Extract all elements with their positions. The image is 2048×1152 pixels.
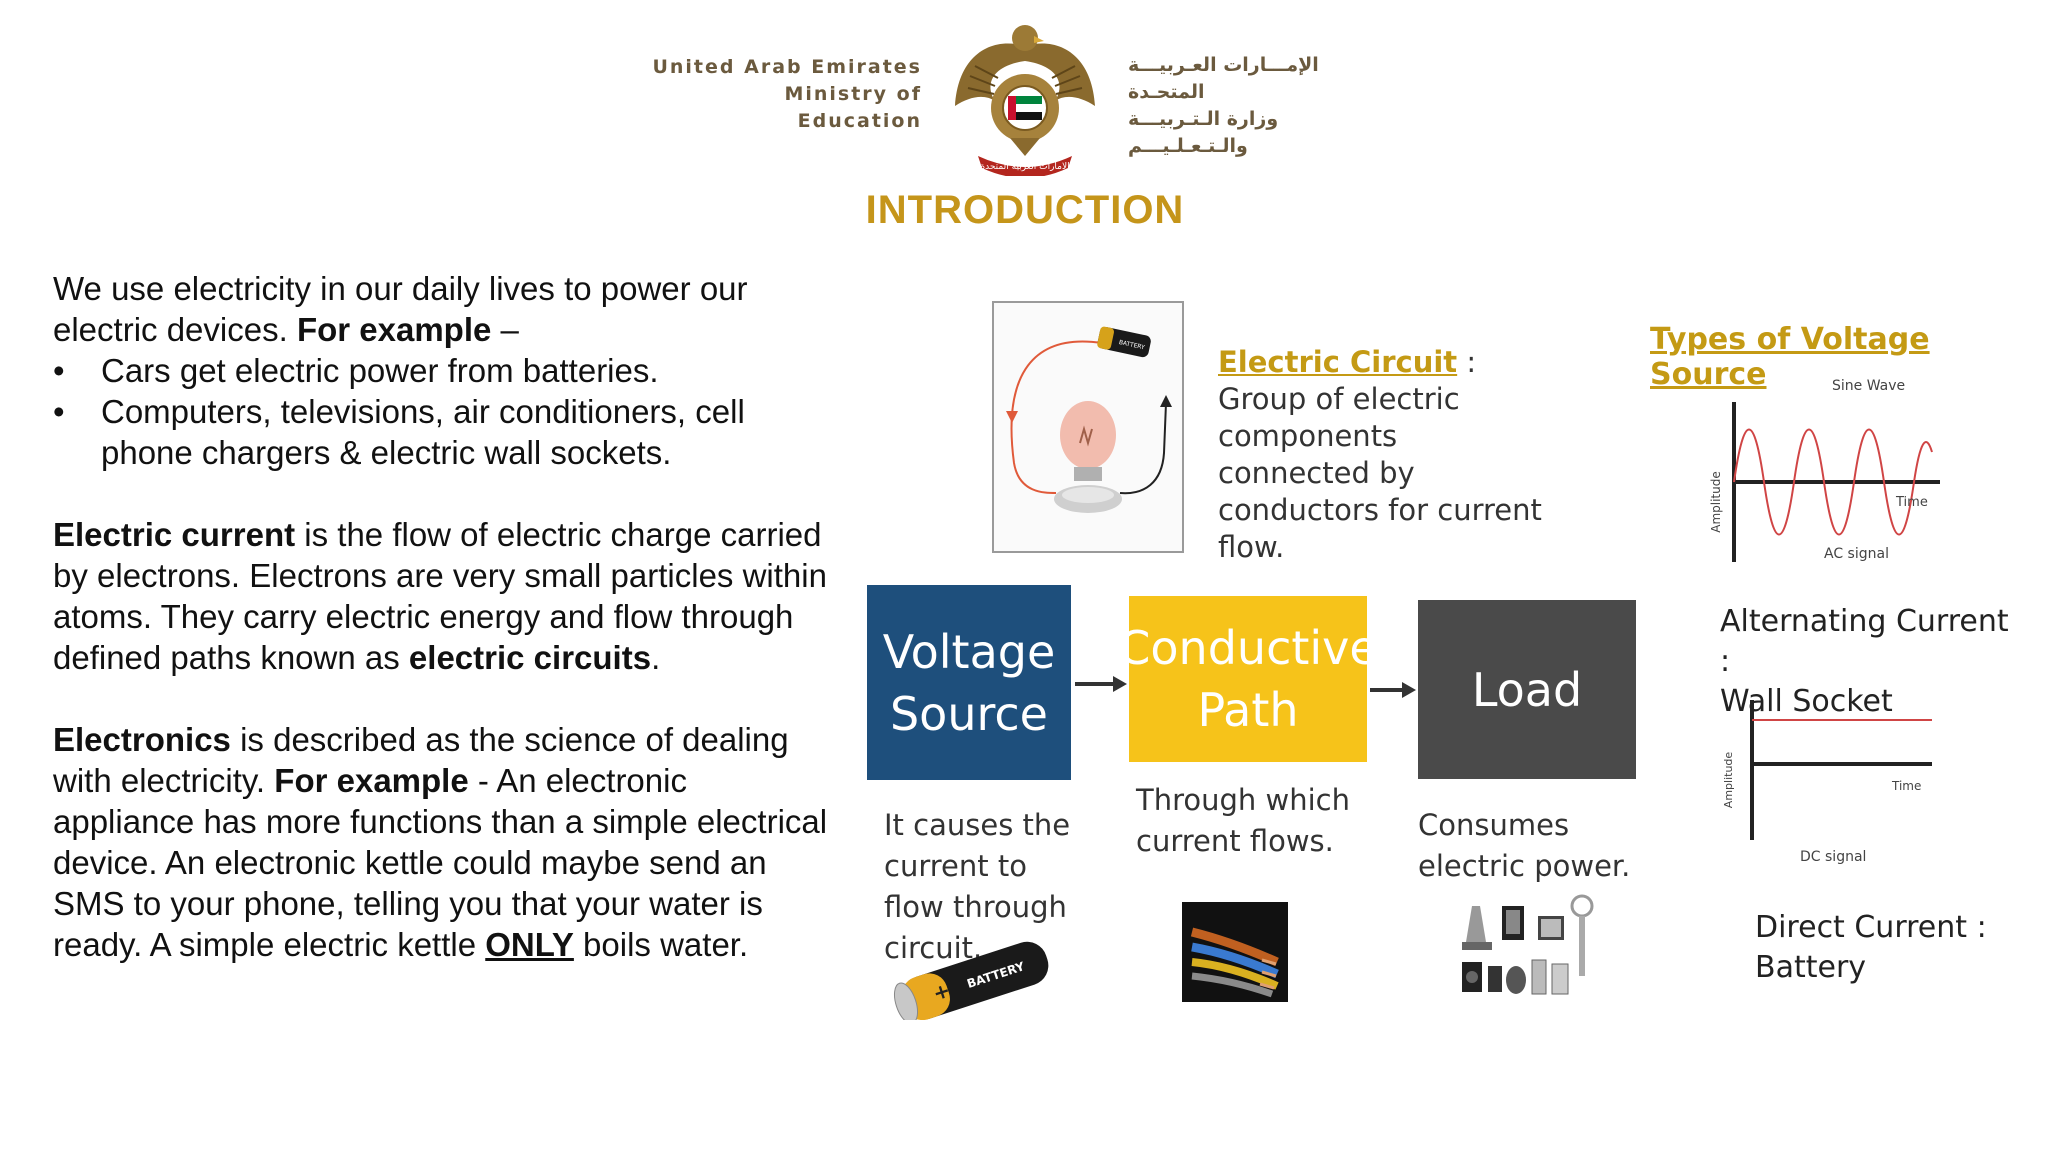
circuit-illustration bbox=[992, 301, 1184, 553]
load-label: Load bbox=[1471, 662, 1583, 717]
ac-time-label: Time bbox=[1896, 495, 1928, 510]
org-ar-line1: الإمـــارات العـربيـــة المتحـدة bbox=[1128, 54, 1319, 103]
org-ar-line2: وزارة الـتـربيـــة والـتـعـلـيـــم bbox=[1128, 108, 1279, 157]
p2-text: is the flow of electric charge carried by electrons. Electrons are very small particles within atoms. They carry electric energy and flow through defined paths known as bbox=[53, 516, 827, 676]
bullet-text: Computers, televisions, air conditioners, cell phone chargers & electric wall sockets. bbox=[101, 393, 745, 471]
battery-label: BATTERY bbox=[1118, 339, 1146, 352]
bullet-item bbox=[53, 391, 833, 473]
p3-bold-only: ONLY bbox=[485, 926, 574, 963]
arrow-icon bbox=[1368, 678, 1418, 702]
emblem-banner-text: الامارات العربية المتحدة bbox=[980, 162, 1070, 172]
bullet-dot: • bbox=[53, 352, 65, 389]
org-en-line2: Ministry of Education bbox=[784, 83, 922, 132]
org-en-line1: United Arab Emirates bbox=[652, 56, 922, 78]
load-box bbox=[1418, 600, 1636, 779]
p3-bold: Electronics bbox=[53, 721, 231, 758]
intro-text bbox=[53, 268, 833, 965]
ac-label-line1: Alternating Current : bbox=[1720, 604, 2009, 679]
direct-current-label bbox=[1755, 908, 2015, 988]
p2-bold-circuits: electric circuits bbox=[408, 639, 652, 676]
org-name-arabic bbox=[1128, 52, 1398, 160]
paragraph-electronics bbox=[53, 719, 833, 965]
dc-signal-caption: DC signal bbox=[1800, 849, 1867, 865]
voltage-source-box bbox=[867, 585, 1071, 780]
path-line2: Path bbox=[1197, 683, 1299, 737]
circuit-svg bbox=[994, 303, 1182, 551]
org-name-english bbox=[652, 54, 922, 135]
ac-signal-caption: AC signal bbox=[1824, 546, 1889, 562]
wires-icon bbox=[1182, 902, 1288, 1002]
p3-text-2: - An electronic appliance has more functions than a simple electrical device. An electronic kettle could maybe send an SMS to your phone, telling you that your water is ready. A simple electric kettle bbox=[53, 762, 828, 963]
circuit-definition-text: : Group of electric components connected by conductors for current flow. bbox=[1218, 345, 1542, 564]
paragraph-electricity bbox=[53, 268, 833, 350]
voltage-source-description: It causes the current to flow through circuit. bbox=[884, 808, 1071, 965]
ac-amplitude-label: Amplitude bbox=[1709, 471, 1723, 533]
battery-icon bbox=[876, 940, 1066, 1020]
dc-signal-graph bbox=[1700, 690, 1950, 875]
sine-wave-label: Sine Wave bbox=[1832, 378, 1906, 394]
paragraph-electric-current bbox=[53, 514, 833, 678]
slide-title: INTRODUCTION bbox=[865, 188, 1185, 232]
p3-bold-example: For example bbox=[274, 762, 469, 799]
dc-amplitude-label: Amplitude bbox=[1722, 751, 1735, 809]
appliances-icon bbox=[1456, 892, 1596, 1014]
types-of-voltage-title: Types of Voltage Source bbox=[1650, 322, 1930, 392]
ac-label-line2: Wall Socket bbox=[1720, 684, 1893, 719]
dc-time-label: Time bbox=[1892, 779, 1922, 793]
p2-bold: Electric current bbox=[53, 516, 296, 553]
circuit-definition bbox=[1218, 344, 1558, 566]
svg-text:+: + bbox=[929, 977, 954, 1006]
p1-bold: For example bbox=[296, 311, 492, 348]
load-description: Consumes electric power. bbox=[1418, 808, 1631, 883]
bullet-item bbox=[53, 350, 833, 391]
ac-signal-graph bbox=[1700, 372, 1950, 572]
conductive-path-description: Through which current flows. bbox=[1136, 783, 1350, 858]
dc-label-line2: Battery bbox=[1755, 950, 1867, 985]
p3-text-3: boils water. bbox=[573, 926, 749, 963]
p2-period: . bbox=[651, 639, 661, 676]
voltage-line1: Voltage bbox=[882, 624, 1056, 679]
p1-dash: – bbox=[491, 311, 519, 348]
bullet-text: Cars get electric power from batteries. bbox=[101, 352, 659, 389]
battery-picture-label: BATTERY bbox=[965, 959, 1027, 991]
uae-emblem-logo bbox=[950, 16, 1100, 176]
conductive-path-box bbox=[1118, 596, 1378, 762]
path-line1: Conductive bbox=[1118, 621, 1378, 675]
dc-label-line1: Direct Current : bbox=[1755, 910, 1987, 945]
p3-text: is described as the science of dealing with electricity. bbox=[53, 721, 789, 799]
p1-text: We use electricity in our daily lives to power our electric devices. bbox=[53, 270, 748, 348]
bullet-dot: • bbox=[53, 393, 65, 430]
voltage-line2: Source bbox=[889, 686, 1048, 741]
circuit-term: Electric Circuit bbox=[1218, 345, 1458, 379]
